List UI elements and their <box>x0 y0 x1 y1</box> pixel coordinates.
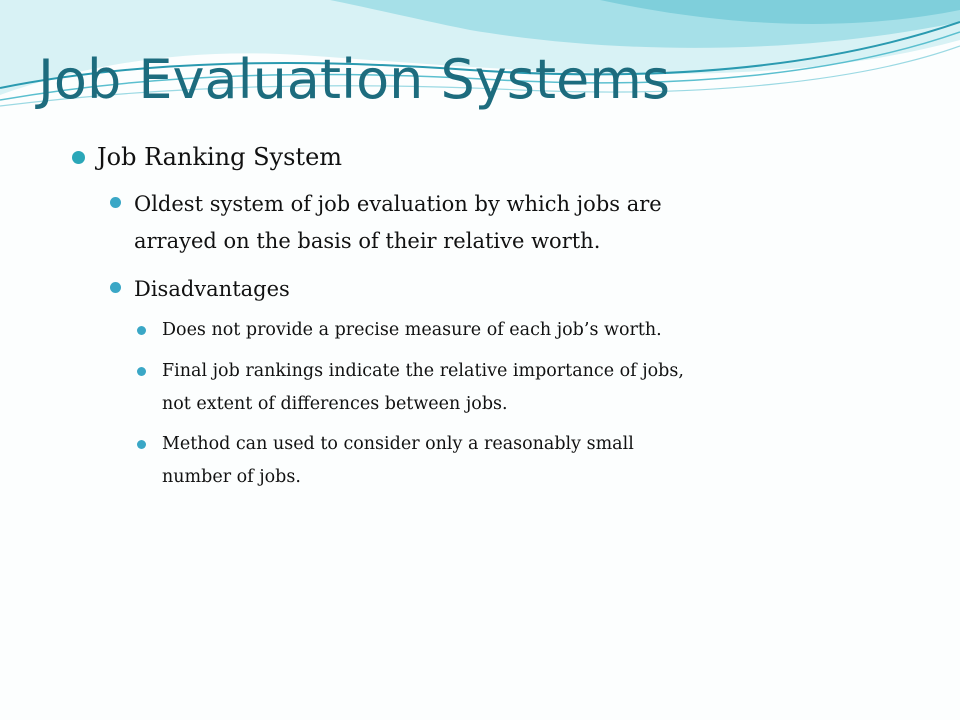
slide-title: Job Evaluation Systems <box>38 48 670 111</box>
bullet-text-line-1: Method can used to consider only a reasonably small <box>162 434 634 454</box>
bullet-dot <box>110 282 121 293</box>
bullet-dot <box>110 197 121 208</box>
bullet-text-line-2: arrayed on the basis of their relative worth. <box>134 229 601 253</box>
bullet-dot <box>137 367 146 376</box>
bullet-dot <box>72 151 85 164</box>
bullet-dot <box>137 326 146 335</box>
bullet-text-line-1: Oldest system of job evaluation by which jobs are <box>134 192 662 216</box>
bullet-text: Job Ranking System <box>97 143 343 171</box>
bullet-text-line-2: not extent of differences between jobs. <box>162 394 508 414</box>
bullet-text-line-1: Final job rankings indicate the relative importance of jobs, <box>162 361 684 381</box>
bullet-text-line-1: Does not provide a precise measure of each job’s worth. <box>162 320 662 340</box>
bullet-text-line-2: number of jobs. <box>162 467 301 487</box>
bullet-text: Disadvantages <box>134 277 290 301</box>
bullet-dot <box>137 440 146 449</box>
